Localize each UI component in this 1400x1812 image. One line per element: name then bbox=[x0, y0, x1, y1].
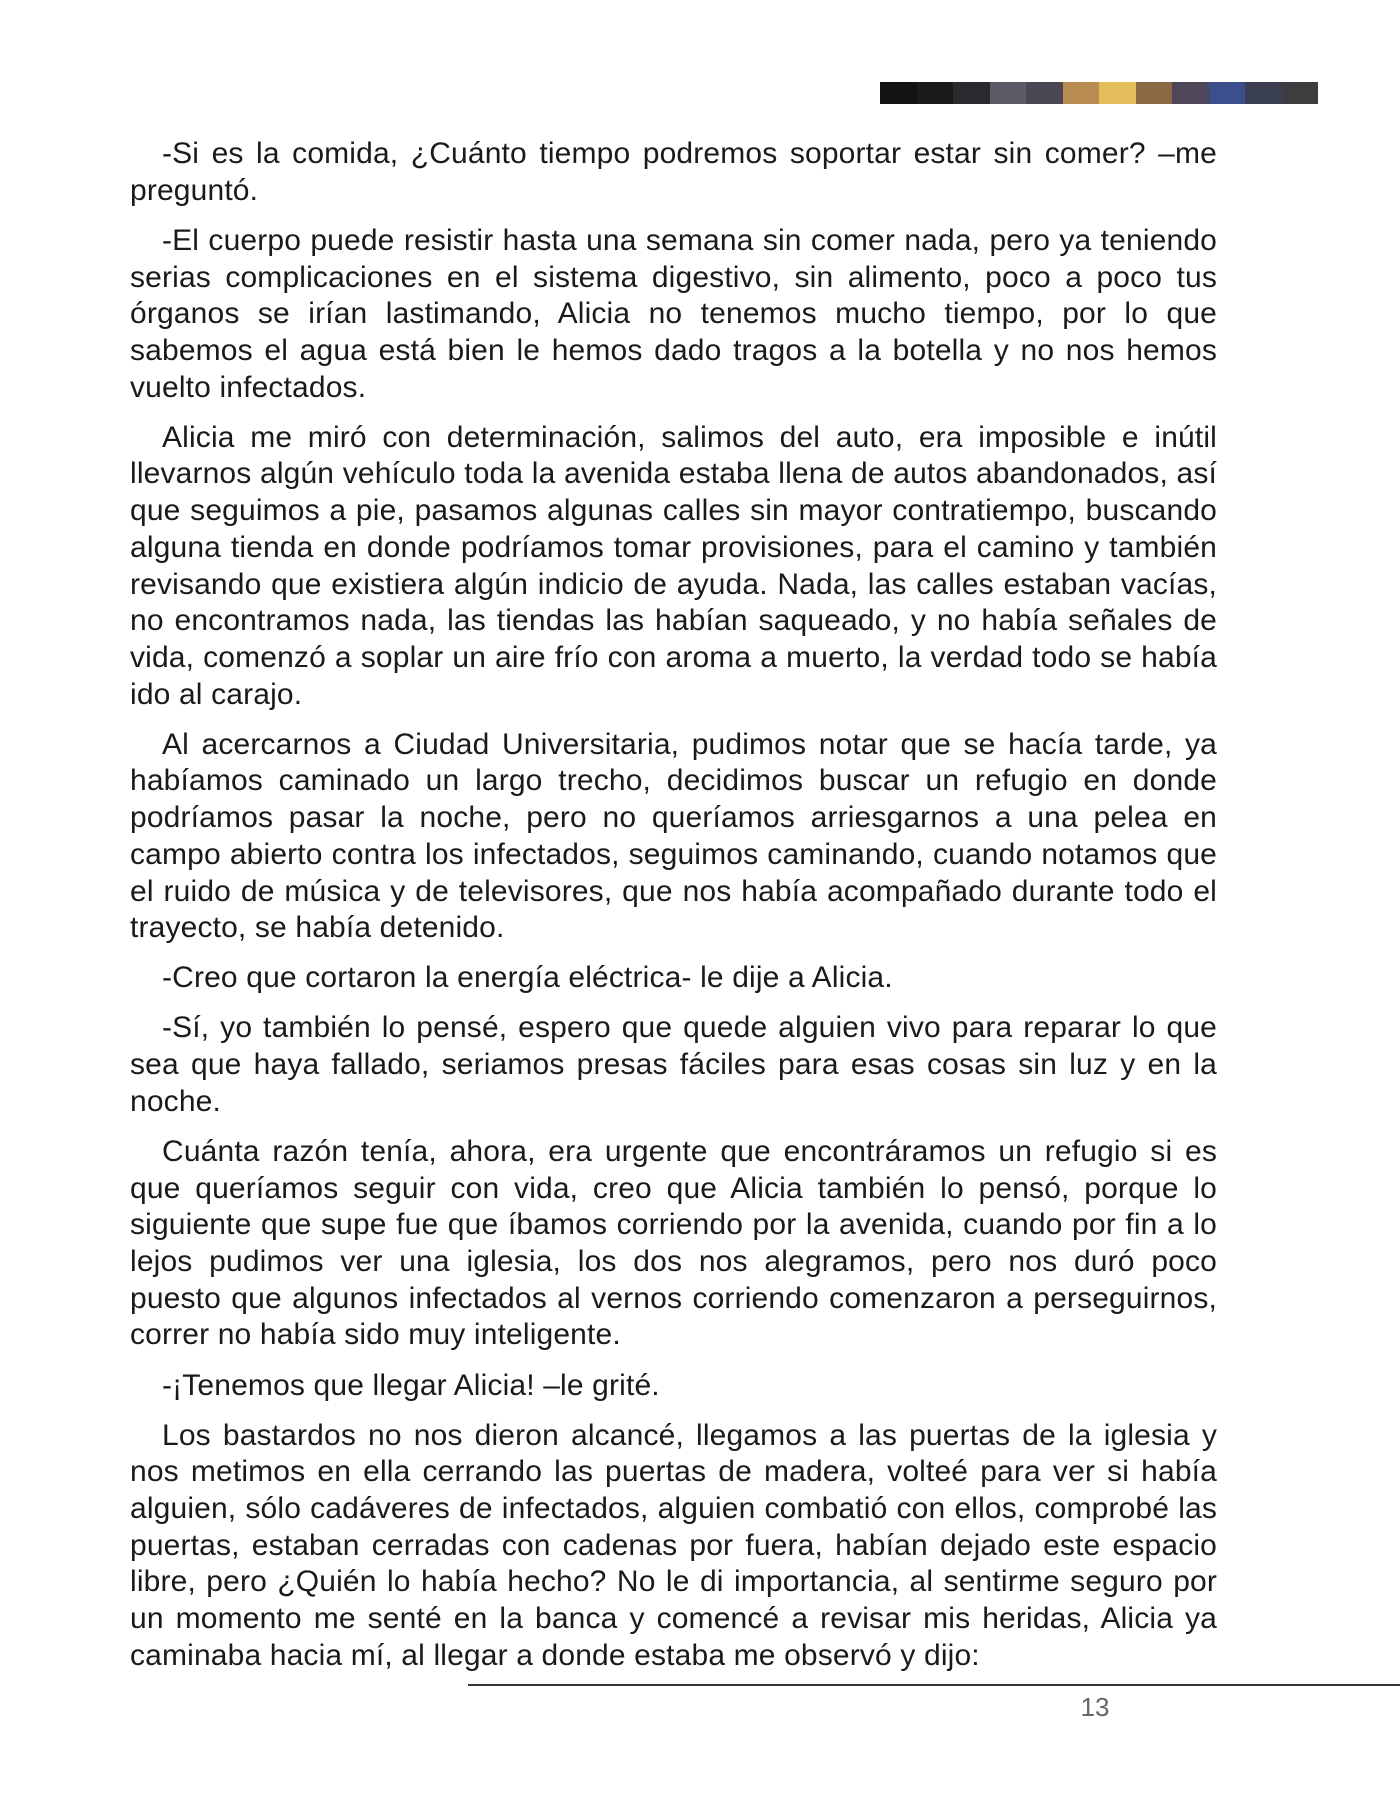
color-swatch bbox=[953, 82, 990, 104]
color-swatch bbox=[1245, 82, 1282, 104]
color-swatch bbox=[990, 82, 1027, 104]
color-swatch bbox=[1063, 82, 1100, 104]
color-swatch bbox=[1172, 82, 1209, 104]
paragraph: Los bastardos no nos dieron alcancé, llegamos a las puertas de la iglesia y nos metimos en ella cerrando las puertas de madera, volteé para ver si había alguien, sólo cadáveres de infectados, alguien combatió con ellos, comprobé las puertas, estaban cerradas con cadenas por fuera, habían dejado este espacio libre, pero ¿Quién lo había hecho? No le di importancia, al sentirme seguro por un momento me senté en la banca y comencé a revisar mis heridas, Alicia ya caminaba hacia mí, al llegar a donde estaba me observó y dijo: bbox=[130, 1418, 1217, 1672]
paragraph: -¡Tenemos que llegar Alicia! –le grité. bbox=[162, 1368, 660, 1402]
paragraph: Al acercarnos a Ciudad Universitaria, pudimos notar que se hacía tarde, ya habíamos caminado un largo trecho, decidimos buscar un refugio en donde podríamos pasar la noche, pero no queríamos arriesgarnos a una pelea en campo abierto contra los infectados, seguimos caminando, cuando notamos que el ruido de música y de televisores, que nos había acompañado durante todo el trayecto, se había detenido. bbox=[130, 727, 1217, 945]
paragraph: -Creo que cortaron la energía eléctrica- le dije a Alicia. bbox=[162, 961, 893, 995]
header-color-bar bbox=[880, 82, 1318, 104]
color-swatch bbox=[917, 82, 954, 104]
paragraph: Cuánta razón tenía, ahora, era urgente que encontráramos un refugio si es que queríamos seguir con vida, creo que Alicia también lo pensó, porque lo siguiente que supe fue que íbamos corriendo por la avenida, cuando por fin a lo lejos pudimos ver una iglesia, los dos nos alegramos, pero nos duró poco puesto que algunos infectados al vernos corriendo comenzaron a perseguirnos, correr no había sido muy inteligente. bbox=[130, 1134, 1217, 1352]
color-swatch bbox=[1099, 82, 1136, 104]
color-swatch bbox=[1026, 82, 1063, 104]
color-swatch bbox=[1282, 82, 1319, 104]
color-swatch bbox=[880, 82, 917, 104]
page-body-text bbox=[130, 136, 1217, 1688]
footer-rule bbox=[468, 1684, 1400, 1686]
page-number: 13 bbox=[1080, 1692, 1110, 1722]
paragraph: -Sí, yo también lo pensé, espero que quede alguien vivo para reparar lo que sea que haya fallado, seriamos presas fáciles para esas cosas sin luz y en la noche. bbox=[130, 1011, 1217, 1118]
color-swatch bbox=[1136, 82, 1173, 104]
color-swatch bbox=[1209, 82, 1246, 104]
paragraph: Alicia me miró con determinación, salimos del auto, era imposible e inútil llevarnos algún vehículo toda la avenida estaba llena de autos abandonados, así que seguimos a pie, pasamos algunas calles sin mayor contratiempo, buscando alguna tienda en donde podríamos tomar provisiones, para el camino y también revisando que existiera algún indicio de ayuda. Nada, las calles estaban vacías, no encontramos nada, las tiendas las habían saqueado, y no había señales de vida, comenzó a soplar un aire frío con aroma a muerto, la verdad todo se había ido al carajo. bbox=[130, 420, 1217, 711]
paragraph: -Si es la comida, ¿Cuánto tiempo podremos soportar estar sin comer? –me preguntó. bbox=[130, 137, 1217, 207]
paragraph: -El cuerpo puede resistir hasta una semana sin comer nada, pero ya teniendo serias complicaciones en el sistema digestivo, sin alimento, poco a poco tus órganos se irían lastimando, Alicia no tenemos mucho tiempo, por lo que sabemos el agua está bien le hemos dado tragos a la botella y no nos hemos vuelto infectados. bbox=[130, 223, 1217, 404]
